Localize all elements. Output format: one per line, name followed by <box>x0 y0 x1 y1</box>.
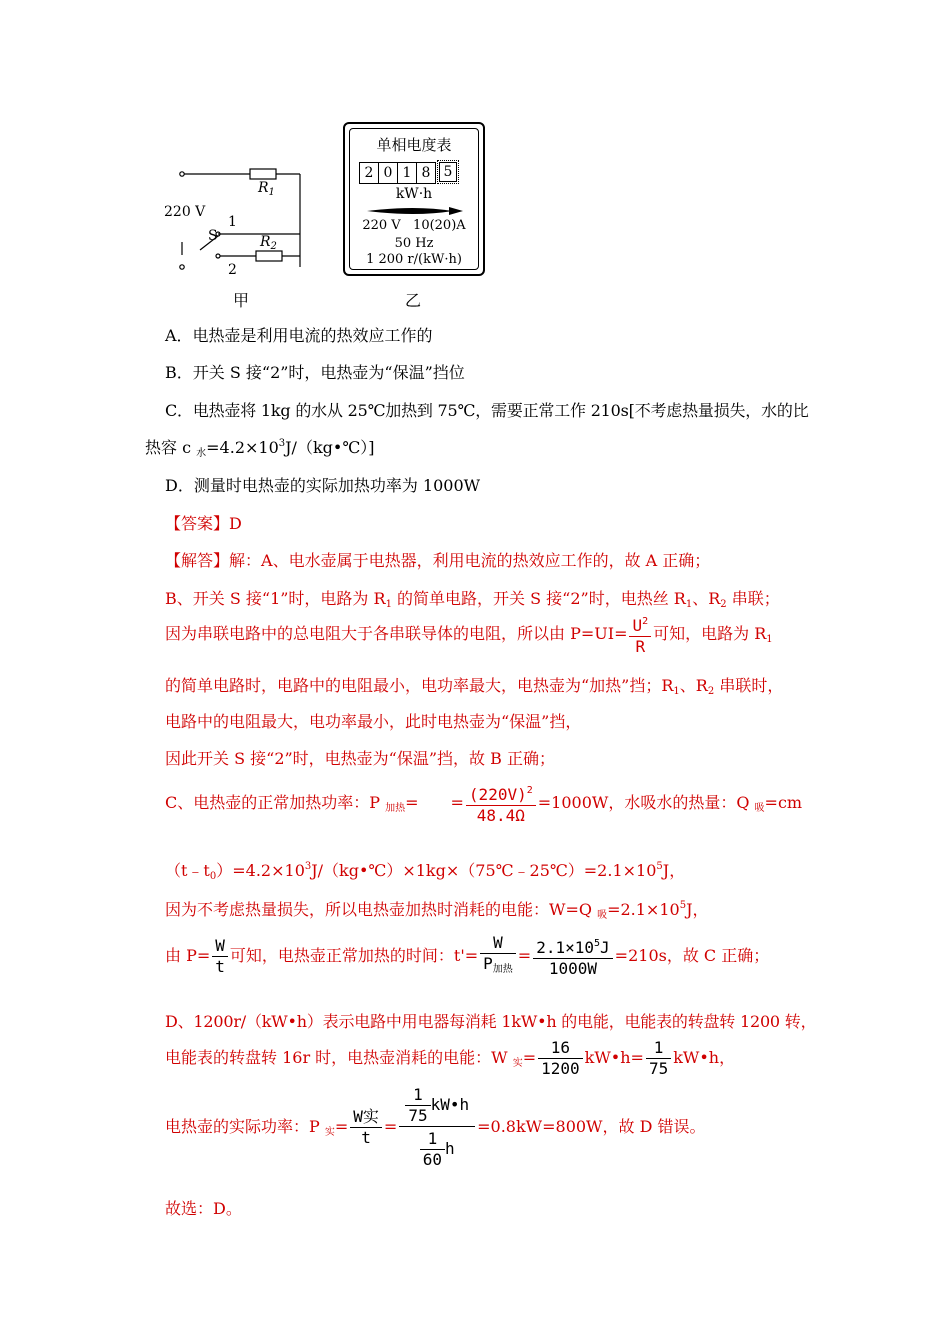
formula-1-over-75: $\frac{1}{75}$ <box>646 1038 671 1079</box>
caption-yi: 乙 <box>405 291 422 310</box>
r2-label: $R_2$ <box>260 234 277 252</box>
answer-value: D <box>229 514 242 533</box>
formula-w-over-p: $\frac{W}{P_{加热}}$ <box>480 933 516 980</box>
analysis-line-14: 故选：D。 <box>165 1199 242 1218</box>
analysis-line-13: 电热壶的实际功率：P $_实$= $\frac{\text{W实}}{t}$ = $\frac{1}{75}$ kW•h $\frac{1}{60}$ h =0.8kW=800W，故 D 错误。 <box>165 1085 706 1169</box>
analysis-line-7: C、电热壶的正常加热功率：P $_{加热}$= = $\frac{(220V)^2}{48.4\Omega}$ =1000W，水吸水的热量：Q $_吸$=cm <box>165 781 802 826</box>
option-c-line1: C．电热壶将 1kg 的水从 25℃加热到 75℃，需要正常工作 210s[不考虑热量损失，水的比 <box>165 401 809 420</box>
meter-spec-3: 1 200 r/(kW·h) <box>366 252 462 267</box>
meter-digit: 8 <box>416 162 436 184</box>
formula-compound-fraction: $\frac{1}{75}$ kW•h $\frac{1}{60}$ h <box>399 1085 475 1170</box>
analysis-line-9: 因为不考虑热量损失，所以电热壶加热时消耗的电能：W=Q $_吸=2.1\times 10^5J$， <box>165 900 709 921</box>
analysis-line-10: 由 P= $\frac{W}{t}$ 可知，电热壶正常加热的时间：t'= $\frac{W}{P_{加热}}$ = $\frac{2.1\times 10^5J}{1000W}$ =210s，故 C 正确； <box>165 933 770 978</box>
formula-u2-over-r: $\frac{U^2}{R}$ <box>629 612 651 657</box>
option-b: B．开关 S 接“2”时，电热壶为“保温”挡位 <box>165 363 465 382</box>
switch-pos-2: 2 <box>228 262 237 278</box>
meter-unit: kW·h <box>395 186 433 202</box>
formula-w-real-over-t: $\frac{\text{W实}}{t}$ <box>350 1107 382 1148</box>
answer-label: 【答案】 <box>165 514 230 533</box>
analysis-line-12: 电能表的转盘转 16r 时，电热壶消耗的电能：W $_实$= $\frac{16}{1200}$ kW•h= $\frac{1}{75}$ kW•h， <box>165 1038 736 1078</box>
meter-arrow-icon <box>365 206 465 216</box>
analysis-line-4: 的简单电路时，电路中的电阻最小，电功率最大，电热壶为“加热”挡；$R_1$、$R_2$ 串联时， <box>165 676 784 697</box>
meter-digit: 2 <box>359 162 379 184</box>
analysis-line-11: D、1200r/（kW•h）表示电路中用电器每消耗 1kW•h 的电能，电能表的转盘转 1200 转， <box>165 1012 817 1031</box>
analysis-line-1: 【解答】解：A、电水壶属于电热器，利用电流的热效应工作的，故 A 正确； <box>165 551 711 570</box>
circuit-figure-jia <box>160 150 310 290</box>
analysis-label: 【解答】 <box>165 551 230 570</box>
analysis-line-3: 因为串联电路中的总电阻大于各串联导体的电阻，所以由 P=UI= $\frac{U^2}{R}$ 可知，电路为 $R_1$ <box>165 612 773 657</box>
meter-digit: 0 <box>378 162 398 184</box>
meter-digits <box>359 162 457 184</box>
meter-figure-yi <box>343 122 485 276</box>
meter-title: 单相电度表 <box>376 136 452 154</box>
analysis-line-2: B、开关 S 接“1”时，电路为 $R_1$ 的简单电路，开关 S 接“2”时，电热丝 $R_1$、$R_2$ 串联； <box>165 589 780 610</box>
r1-label: $R_1$ <box>258 180 275 198</box>
formula-16-over-1200: $\frac{16}{1200}$ <box>538 1038 583 1079</box>
option-d: D．测量时电热壶的实际加热功率为 1000W <box>165 476 481 495</box>
option-c-line2: 热容 c $_水=4.2\times 10^3J/(kg•℃)$] <box>145 438 375 459</box>
voltage-label: 220 V <box>164 204 206 220</box>
formula-power-heating: $\frac{(220V)^2}{48.4\Omega}$ <box>466 781 536 826</box>
caption-jia: 甲 <box>233 291 250 310</box>
formula-time: $\frac{2.1\times 10^5J}{1000W}$ <box>533 934 612 979</box>
analysis-line-6: 因此开关 S 接“2”时，电热壶为“保温”挡，故 B 正确； <box>165 749 555 768</box>
meter-digit-decimal: 5 <box>439 162 457 182</box>
analysis-line-5: 电路中的电阻最大，电功率最小，此时电热壶为“保温”挡， <box>165 712 582 731</box>
switch-pos-1: 1 <box>228 214 237 230</box>
analysis-line-8: $(t﹣t_0)=4.2\times 10^3J/(kg•℃)\times 1kg\times(75℃﹣25℃)=2.1\times 10^5J$， <box>165 861 686 882</box>
answer-line <box>165 511 242 534</box>
meter-spec-1: 220 V 10(20)A <box>362 218 466 233</box>
formula-w-over-t: $\frac{W}{t}$ <box>212 936 228 977</box>
option-a: A．电热壶是利用电流的热效应工作的 <box>165 326 433 345</box>
meter-digit: 1 <box>397 162 417 184</box>
meter-spec-2: 50 Hz <box>394 236 434 251</box>
switch-label: S <box>208 228 218 244</box>
